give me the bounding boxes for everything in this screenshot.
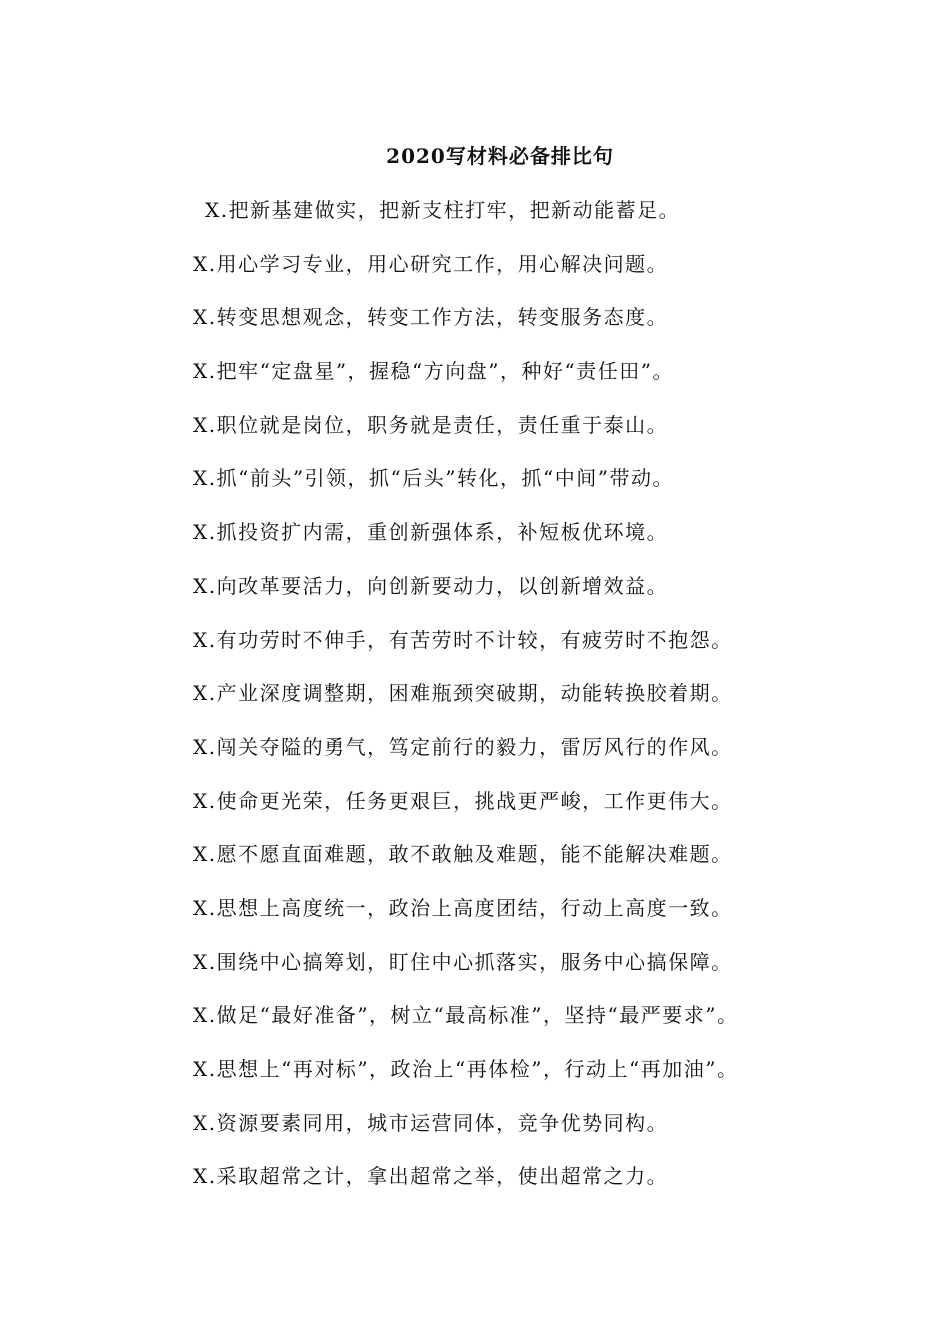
list-item: X.闯关夺隘的勇气，笃定前行的毅力，雷厉风行的作风。 xyxy=(193,734,733,759)
list-item: X.向改革要活力，向创新要动力，以创新增效益。 xyxy=(193,573,669,598)
document-title: 2020写材料必备排比句 xyxy=(386,144,614,168)
list-item: X.使命更光荣，任务更艰巨，挑战更严峻，工作更伟大。 xyxy=(193,788,733,813)
list-item: X.采取超常之计，拿出超常之举，使出超常之力。 xyxy=(193,1164,669,1189)
parallel-sentence-list xyxy=(193,192,933,1212)
list-item: X.职位就是岗位，职务就是责任，责任重于泰山。 xyxy=(193,412,669,437)
list-item: X.抓投资扩内需，重创新强体系，补短板优环境。 xyxy=(193,520,669,545)
list-item: X.思想上“再对标”，政治上“再体检”，行动上“再加油”。 xyxy=(193,1057,739,1081)
list-item: X.把牢“定盘星”，握稳“方向盘”，种好“责任田”。 xyxy=(193,359,674,384)
list-item: X.转变思想观念，转变工作方法，转变服务态度。 xyxy=(193,305,669,330)
list-item: X.资源要素同用，城市运营同体，竞争优势同构。 xyxy=(193,1110,669,1135)
list-item: X.抓“前头”引领，抓“后头”转化，抓“中间”带动。 xyxy=(193,466,674,491)
list-item: X.思想上高度统一，政治上高度团结，行动上高度一致。 xyxy=(193,895,733,920)
list-item: X.围绕中心搞筹划，盯住中心抓落实，服务中心搞保障。 xyxy=(193,949,733,974)
list-item: X.有功劳时不伸手，有苦劳时不计较，有疲劳时不抱怨。 xyxy=(193,627,733,652)
list-item: X.用心学习专业，用心研究工作，用心解决问题。 xyxy=(193,251,669,276)
list-item: X.把新基建做实，把新支柱打牢，把新动能蓄足。 xyxy=(205,198,681,222)
list-item: X.做足“最好准备”，树立“最高标准”，坚持“最严要求”。 xyxy=(193,1003,739,1028)
list-item: X.愿不愿直面难题，敢不敢触及难题，能不能解决难题。 xyxy=(193,842,733,867)
list-item: X.产业深度调整期，困难瓶颈突破期，动能转换胶着期。 xyxy=(193,681,733,706)
